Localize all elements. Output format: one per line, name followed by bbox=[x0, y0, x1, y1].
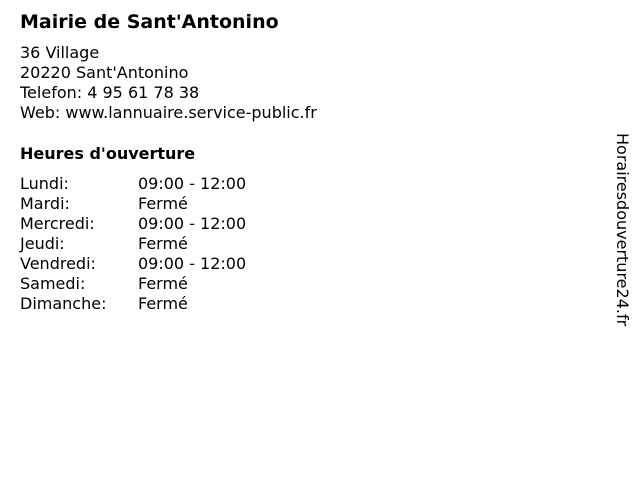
time-value: Fermé bbox=[138, 234, 188, 253]
time-value: Fermé bbox=[138, 294, 188, 313]
time-value: 09:00 - 12:00 bbox=[138, 214, 247, 233]
hours-row-mardi bbox=[20, 194, 246, 214]
time-value: Fermé bbox=[138, 194, 188, 213]
day-label: Vendredi: bbox=[20, 254, 96, 273]
hours-row-mercredi bbox=[20, 214, 246, 234]
hours-row-lundi bbox=[20, 174, 246, 194]
site-watermark: Horairesdouverture24.fr bbox=[613, 133, 632, 327]
opening-hours-title: Heures d'ouverture bbox=[20, 144, 196, 163]
page-title: Mairie de Sant'Antonino bbox=[20, 11, 279, 33]
website: Web: www.lannuaire.service-public.fr bbox=[20, 103, 317, 122]
day-label: Mercredi: bbox=[20, 214, 95, 233]
hours-row-vendredi bbox=[20, 254, 246, 274]
city-address: 20220 Sant'Antonino bbox=[20, 63, 189, 82]
opening-hours-table bbox=[20, 174, 246, 314]
day-label: Dimanche: bbox=[20, 294, 107, 313]
street-address: 36 Village bbox=[20, 43, 100, 62]
time-value: 09:00 - 12:00 bbox=[138, 254, 247, 273]
day-label: Lundi: bbox=[20, 174, 69, 193]
day-label: Jeudi: bbox=[20, 234, 65, 253]
day-label: Samedi: bbox=[20, 274, 86, 293]
day-label: Mardi: bbox=[20, 194, 70, 213]
address-block bbox=[20, 43, 317, 123]
hours-row-samedi bbox=[20, 274, 246, 294]
hours-row-dimanche bbox=[20, 294, 246, 314]
phone-number: Telefon: 4 95 61 78 38 bbox=[20, 83, 200, 102]
time-value: 09:00 - 12:00 bbox=[138, 174, 247, 193]
hours-row-jeudi bbox=[20, 234, 246, 254]
time-value: Fermé bbox=[138, 274, 188, 293]
